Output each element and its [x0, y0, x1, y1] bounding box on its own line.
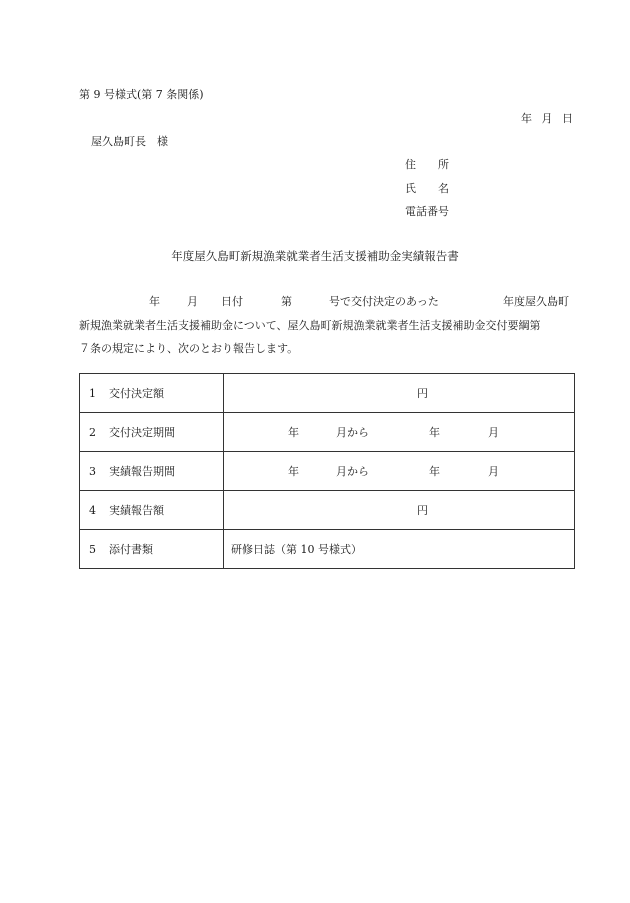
row-number: 4 — [89, 504, 96, 517]
body-year: 年 — [149, 295, 160, 308]
name-label: 氏 名 — [405, 182, 449, 195]
row-label-cell — [80, 530, 224, 569]
yen-unit: 円 — [417, 387, 428, 400]
body-fiscal-year: 年度屋久島町 — [503, 295, 569, 308]
row-label: 添付書類 — [109, 543, 153, 556]
row-label-cell — [80, 374, 224, 413]
attachment-text: 研修日誌（第 10 号様式） — [231, 543, 362, 556]
decision-period-field[interactable] — [224, 413, 575, 452]
yen-unit: 円 — [417, 504, 428, 517]
addressee: 屋久島町長 様 — [91, 135, 168, 148]
to-year-unit: 年 — [429, 426, 440, 439]
row-number: 3 — [89, 465, 96, 478]
body-line-2: 新規漁業就業者生活支援補助金について、屋久島町新規漁業就業者生活支援補助金交付要綱第 — [79, 319, 541, 332]
row-number: 5 — [89, 543, 96, 556]
table-row — [80, 374, 575, 413]
row-label: 実績報告期間 — [109, 465, 175, 478]
phone-label: 電話番号 — [405, 205, 449, 218]
row-label-cell — [80, 452, 224, 491]
from-month-unit: 月から — [336, 465, 369, 478]
form-number: 第 9 号様式(第 7 条関係) — [79, 88, 204, 101]
row-label-cell — [80, 413, 224, 452]
report-amount-field[interactable] — [224, 491, 575, 530]
from-month-unit: 月から — [336, 426, 369, 439]
report-table — [79, 373, 575, 569]
row-label: 実績報告額 — [109, 504, 164, 517]
document-title: 年度屋久島町新規漁業就業者生活支援補助金実績報告書 — [171, 249, 459, 263]
table-row — [80, 413, 575, 452]
to-month-unit: 月 — [488, 426, 499, 439]
row-label-cell — [80, 491, 224, 530]
from-year-unit: 年 — [288, 465, 299, 478]
table-row — [80, 452, 575, 491]
body-no: 第 — [281, 295, 292, 308]
report-period-field[interactable] — [224, 452, 575, 491]
table-row — [80, 530, 575, 569]
attachments-field[interactable] — [224, 530, 575, 569]
row-number: 1 — [89, 387, 96, 400]
row-label: 交付決定期間 — [109, 426, 175, 439]
decision-amount-field[interactable] — [224, 374, 575, 413]
from-year-unit: 年 — [288, 426, 299, 439]
to-month-unit: 月 — [488, 465, 499, 478]
date-line: 年 月 日 — [521, 112, 573, 125]
row-label: 交付決定額 — [109, 387, 164, 400]
address-label: 住 所 — [405, 158, 449, 171]
to-year-unit: 年 — [429, 465, 440, 478]
body-day: 日付 — [221, 295, 243, 308]
body-line-3: ７条の規定により、次のとおり報告します。 — [79, 342, 299, 355]
body-decision: 号で交付決定のあった — [329, 295, 439, 308]
body-month: 月 — [187, 295, 198, 308]
row-number: 2 — [89, 426, 96, 439]
table-row — [80, 491, 575, 530]
